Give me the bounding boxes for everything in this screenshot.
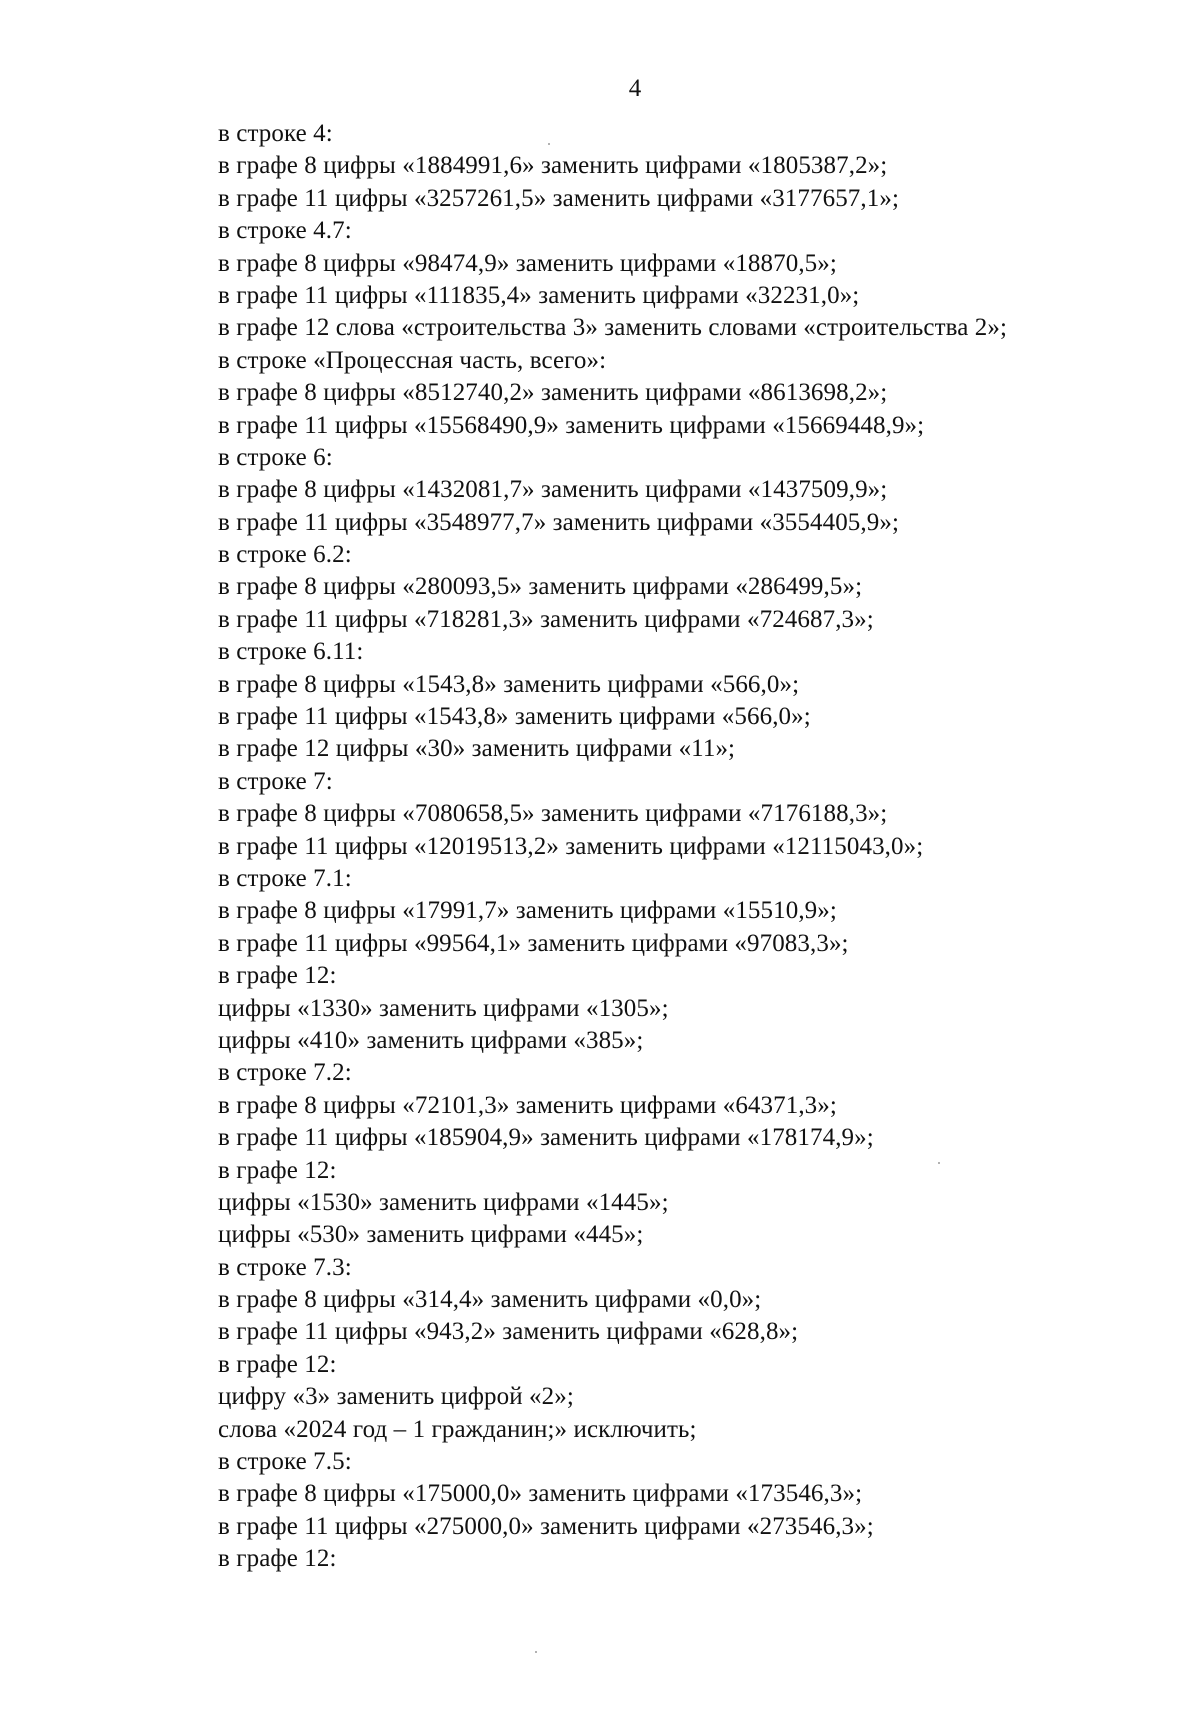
text-line: цифры «410» заменить цифрами «385»; <box>218 1026 644 1054</box>
text-line: в графе 8 цифры «175000,0» заменить цифрами «173546,3»; <box>218 1480 863 1508</box>
text-line: в графе 11 цифры «3257261,5» заменить цифрами «3177657,1»; <box>218 184 899 212</box>
page-number: 4 <box>628 75 642 102</box>
text-line: в графе 8 цифры «72101,3» заменить цифрами «64371,3»; <box>218 1091 837 1119</box>
text-line: цифры «1330» заменить цифрами «1305»; <box>218 994 669 1022</box>
scan-speck <box>548 143 550 145</box>
scan-speck <box>535 1651 537 1653</box>
text-line: в графе 12 слова «строительства 3» заменить словами «строительства 2»; <box>218 314 1007 342</box>
text-line: в строке 7.1: <box>218 864 352 892</box>
text-line: в графе 11 цифры «3548977,7» заменить цифрами «3554405,9»; <box>218 508 899 536</box>
text-line: в строке «Процессная часть, всего»: <box>218 346 607 374</box>
text-line: в графе 11 цифры «185904,9» заменить цифрами «178174,9»; <box>218 1124 874 1152</box>
text-line: в графе 12: <box>218 1545 337 1573</box>
text-line: в графе 11 цифры «718281,3» заменить цифрами «724687,3»; <box>218 605 874 633</box>
text-line: цифры «530» заменить цифрами «445»; <box>218 1221 644 1249</box>
text-line: в строке 7.3: <box>218 1253 352 1281</box>
text-line: в строке 4: <box>218 120 333 147</box>
text-line: в строке 7.2: <box>218 1059 352 1087</box>
text-line: в графе 11 цифры «111835,4» заменить цифрами «32231,0»; <box>218 281 860 309</box>
text-line: слова «2024 год – 1 гражданин;» исключить; <box>218 1415 697 1443</box>
text-line: в графе 8 цифры «98474,9» заменить цифрами «18870,5»; <box>218 249 837 277</box>
text-line: в строке 7.5: <box>218 1448 352 1476</box>
document-body <box>218 118 1168 1576</box>
text-line: в графе 11 цифры «99564,1» заменить цифрами «97083,3»; <box>218 929 849 957</box>
text-line: цифры «1530» заменить цифрами «1445»; <box>218 1188 669 1216</box>
text-line: в строке 6.11: <box>218 638 364 666</box>
text-line: в графе 8 цифры «1884991,6» заменить цифрами «1805387,2»; <box>218 152 888 180</box>
text-line: в строке 4.7: <box>218 217 352 245</box>
text-line: в графе 8 цифры «1432081,7» заменить цифрами «1437509,9»; <box>218 476 888 504</box>
text-line: в графе 8 цифры «280093,5» заменить цифрами «286499,5»; <box>218 573 863 601</box>
text-line: в графе 8 цифры «17991,7» заменить цифрами «15510,9»; <box>218 897 837 925</box>
text-line: цифру «3» заменить цифрой «2»; <box>218 1383 574 1411</box>
text-line: в графе 8 цифры «7080658,5» заменить цифрами «7176188,3»; <box>218 800 888 828</box>
text-line: в графе 12: <box>218 962 337 990</box>
text-line: в графе 11 цифры «943,2» заменить цифрами «628,8»; <box>218 1318 799 1346</box>
text-line: в строке 6: <box>218 443 333 471</box>
text-line: в графе 8 цифры «1543,8» заменить цифрами «566,0»; <box>218 670 800 698</box>
text-line: в графе 11 цифры «1543,8» заменить цифрами «566,0»; <box>218 703 811 731</box>
text-line: в графе 12 цифры «30» заменить цифрами «11»; <box>218 735 736 763</box>
text-line: в графе 11 цифры «12019513,2» заменить цифрами «12115043,0»; <box>218 832 924 860</box>
text-line: в графе 8 цифры «314,4» заменить цифрами «0,0»; <box>218 1286 762 1314</box>
text-line: в строке 7: <box>218 767 333 795</box>
scan-speck <box>938 1162 940 1164</box>
text-line: в графе 8 цифры «8512740,2» заменить цифрами «8613698,2»; <box>218 379 888 407</box>
text-line: в графе 11 цифры «15568490,9» заменить цифрами «15669448,9»; <box>218 411 925 439</box>
text-line: в графе 12: <box>218 1350 337 1378</box>
text-line: в графе 11 цифры «275000,0» заменить цифрами «273546,3»; <box>218 1512 874 1540</box>
text-line: в графе 12: <box>218 1156 337 1184</box>
text-line: в строке 6.2: <box>218 541 352 569</box>
